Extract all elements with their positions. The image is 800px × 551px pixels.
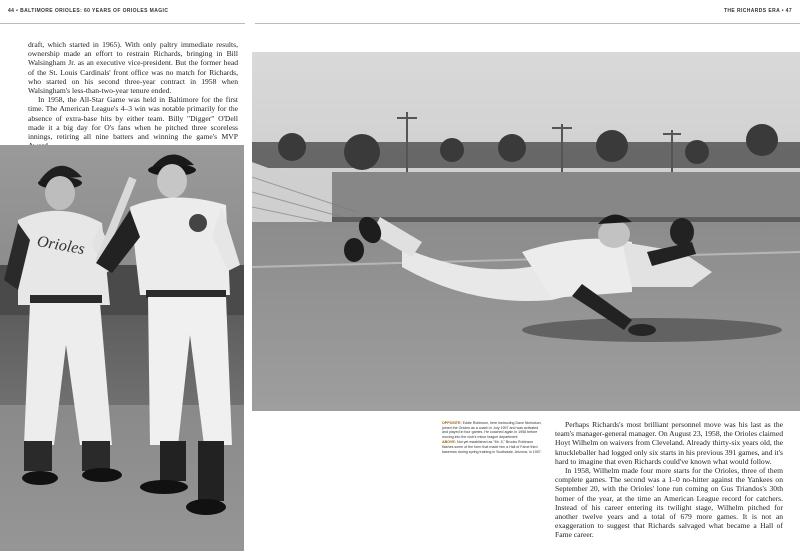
- right-column-text: [555, 420, 783, 540]
- right-paragraph-1: Perhaps Richards's most brilliant personnel move was his last as the team's manager-general manager. On August 23, 1958, the Orioles claimed Hoyt Wilhelm on waivers from Cleveland. Already thirty-six years old, the knuckleballer had logged only six starts in his previous 391 games, and it's hard to imagine that even Richards could've known what would follow.: [555, 420, 783, 466]
- photo-two-players-illustration: [0, 145, 244, 551]
- outfield-fence: [332, 172, 800, 222]
- caption-opposite-label: OPPOSITE:: [442, 421, 462, 425]
- photo-caption: [442, 421, 545, 455]
- photo-diving-infielder: [252, 52, 800, 411]
- caption-above-label: ABOVE:: [442, 440, 456, 445]
- photo-two-players: [0, 145, 244, 551]
- photo-diving-infielder-illustration: [252, 52, 800, 411]
- running-head-left: 44 • BALTIMORE ORIOLES: 60 YEARS OF ORIOLES MAGIC: [8, 8, 169, 14]
- caption-opposite: [442, 421, 545, 439]
- header-rule-left: [0, 23, 245, 24]
- glove: [670, 218, 694, 246]
- left-paragraph-2: In 1958, the All-Star Game was held in Baltimore for the first time. The American League's 4–3 win was notable primarily for the absence of extra-base hits by either team. Billy "Digger" O'Dell made it a big day for O's fans when he pitched three scoreless innings, retiring all nine batters and winning the game's MVP: [28, 95, 238, 142]
- left-paragraph-1: draft, which started in 1965). With only paltry immediate results, ownership made an effort to restrain Richards, bringing in Bill Walsingham Jr. as an executive vice-president. But the former head of the St. Louis Cardinals' front office was no match for Richards, who started on his second three-year contract in 1958 when Walsingham's less-than-two-year tenure ended.: [28, 40, 238, 96]
- caption-above: [442, 440, 545, 454]
- infield-dirt: [252, 222, 800, 411]
- right-paragraph-2: In 1958, Wilhelm made four more starts for the Orioles, three of them complete games. The second was a 1–0 no-hitter against the Yankees on September 20, with the Orioles' lone run coming on Gus Triandos's 30th homer of the year, at the time an American League record for catchers. Instead of his career entering its twilight stage, Wilhelm pitched for another twelve years and a total of 679 more games. It is not an exaggeration to suggest that Richards salvaged what became a Hall of Fame career.: [555, 466, 783, 540]
- caption-above-text: Not yet established as "Mr. 5," Brooks Robinson flashes some of the form that made him a Hall of Fame third baseman during spring training in Scottsdale, Arizona, in 1957.: [442, 440, 542, 454]
- left-column-text: [28, 40, 238, 150]
- jersey-text: Orioles: [35, 233, 86, 259]
- caption-opposite-text: Eddie Robinson, here instructing Dave Nicholson, joined the Orioles as a coach in July 1957 and was activated and played in four games. He coached again in 1958 before moving into the club's minor league department.: [442, 421, 542, 439]
- header-rule-right: [255, 23, 800, 24]
- running-head-right: THE RICHARDS ERA • 47: [723, 8, 792, 14]
